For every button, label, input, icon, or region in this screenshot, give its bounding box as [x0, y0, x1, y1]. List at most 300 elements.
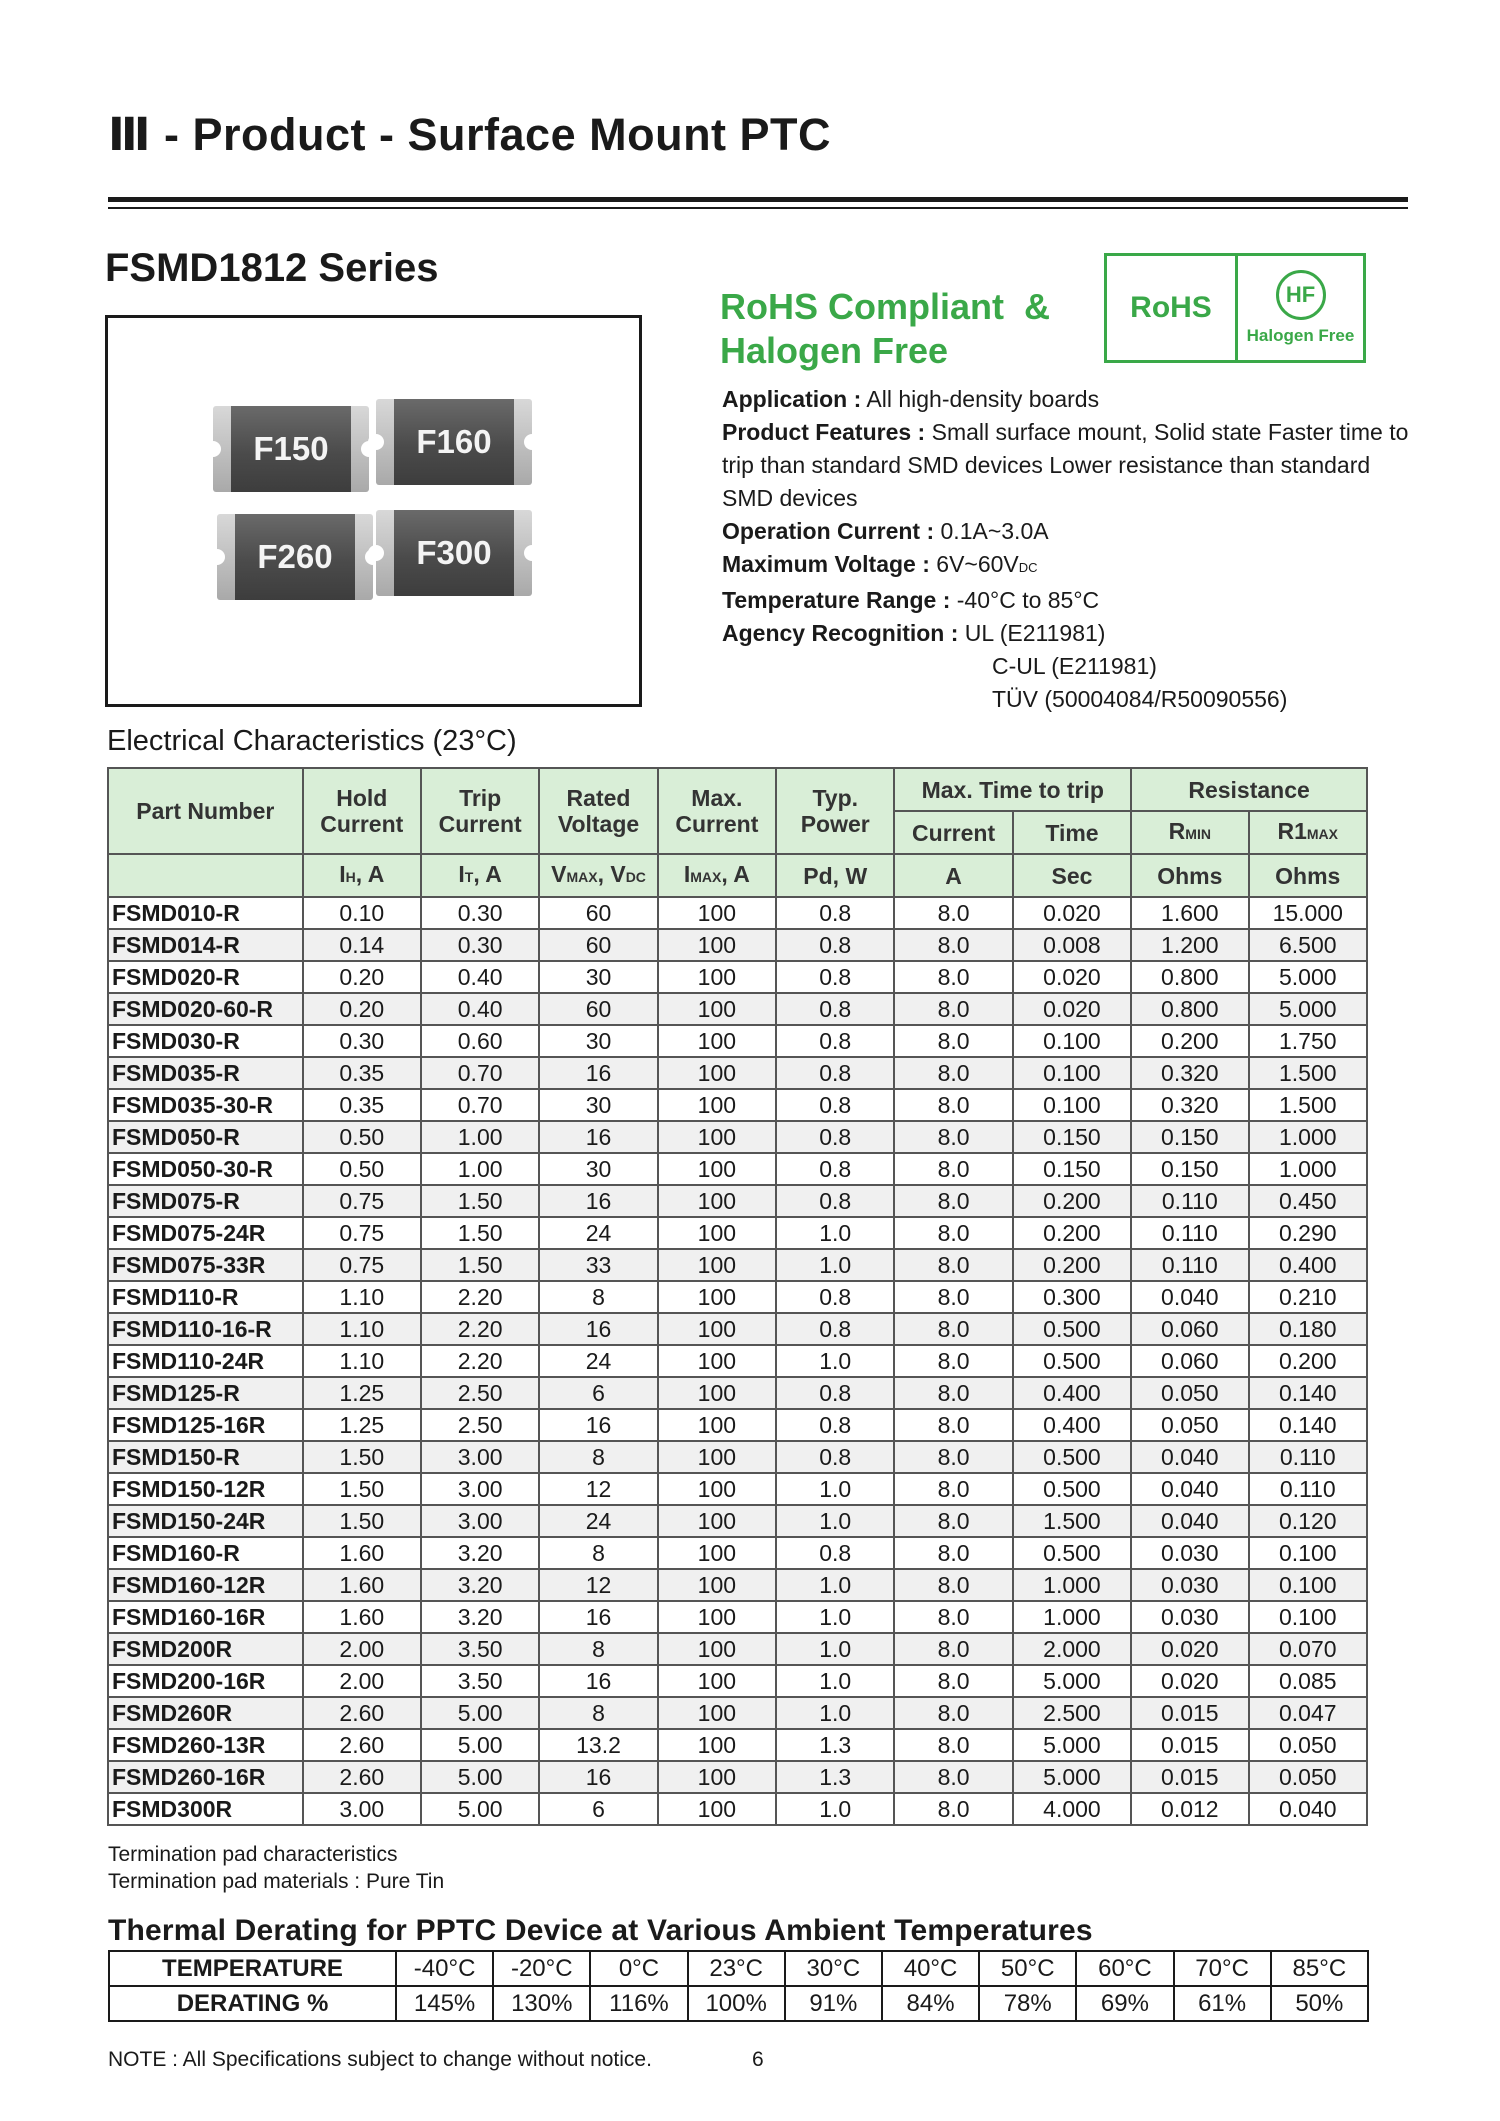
table-cell: 0.047: [1249, 1697, 1368, 1729]
table-row: [108, 993, 1367, 1025]
part-number-cell: FSMD075-33R: [108, 1249, 303, 1281]
table-row: [108, 1377, 1367, 1409]
rohs-heading: [720, 285, 1050, 373]
header-time: Time: [1013, 811, 1131, 854]
table-row: [108, 1729, 1367, 1761]
table-cell: 0.8: [776, 1537, 894, 1569]
temperature-cell: -40°C: [396, 1951, 493, 1986]
table-cell: 2.20: [421, 1345, 539, 1377]
table-cell: 8.0: [894, 1409, 1012, 1441]
header-part-number: Part Number: [108, 768, 303, 854]
table-cell: 3.00: [421, 1473, 539, 1505]
rohs-logo: RoHS: [1107, 256, 1238, 360]
table-cell: 30: [539, 1089, 657, 1121]
table-cell: 8.0: [894, 1441, 1012, 1473]
table-row: [108, 1569, 1367, 1601]
table-cell: 1.60: [303, 1569, 421, 1601]
table-cell: 0.500: [1013, 1313, 1131, 1345]
table-cell: 0.110: [1131, 1249, 1248, 1281]
thermal-derating-table: [108, 1950, 1369, 2022]
table-cell: 0.100: [1249, 1601, 1368, 1633]
table-cell: 1.00: [421, 1121, 539, 1153]
table-cell: 0.200: [1013, 1249, 1131, 1281]
derating-cell: 116%: [590, 1986, 687, 2021]
table-cell: 2.60: [303, 1697, 421, 1729]
spec-agency: Agency Recognition : UL (E211981): [722, 620, 1106, 646]
unit-part-number: [108, 854, 303, 897]
table-row: [108, 1057, 1367, 1089]
table-cell: 1.500: [1249, 1057, 1368, 1089]
part-number-cell: FSMD125-16R: [108, 1409, 303, 1441]
part-number-cell: FSMD110-24R: [108, 1345, 303, 1377]
derating-label: DERATING %: [109, 1986, 396, 2021]
header-rated-voltage: Rated Voltage: [539, 768, 657, 854]
table-cell: 100: [658, 1569, 776, 1601]
table-row: [108, 1249, 1367, 1281]
table-cell: 1.200: [1131, 929, 1248, 961]
table-cell: 1.0: [776, 1665, 894, 1697]
table-cell: 100: [658, 1633, 776, 1665]
table-cell: 0.50: [303, 1121, 421, 1153]
table-cell: 100: [658, 1249, 776, 1281]
product-photo: [105, 315, 642, 707]
table-cell: 0.14: [303, 929, 421, 961]
table-cell: 1.10: [303, 1345, 421, 1377]
table-cell: 6: [539, 1377, 657, 1409]
table-cell: 3.00: [303, 1793, 421, 1825]
temperature-cell: 70°C: [1174, 1951, 1271, 1986]
page-number: 6: [752, 2048, 764, 2071]
table-cell: 13.2: [539, 1729, 657, 1761]
table-row: [108, 1217, 1367, 1249]
table-cell: 100: [658, 993, 776, 1025]
table-cell: 0.150: [1013, 1121, 1131, 1153]
table-cell: 1.50: [303, 1505, 421, 1537]
table-cell: 100: [658, 1345, 776, 1377]
table-cell: 0.150: [1131, 1153, 1248, 1185]
table-cell: 0.320: [1131, 1057, 1248, 1089]
table-row: [108, 1793, 1367, 1825]
table-cell: 100: [658, 1729, 776, 1761]
table-cell: 0.8: [776, 897, 894, 929]
table-cell: 1.50: [421, 1249, 539, 1281]
table-row: [108, 1473, 1367, 1505]
table-cell: 0.500: [1013, 1537, 1131, 1569]
table-cell: 1.10: [303, 1313, 421, 1345]
table-cell: 24: [539, 1345, 657, 1377]
header-resistance: Resistance: [1131, 768, 1367, 811]
part-number-cell: FSMD075-R: [108, 1185, 303, 1217]
table-cell: 0.100: [1249, 1569, 1368, 1601]
table-row: [108, 1537, 1367, 1569]
table-cell: 8.0: [894, 1761, 1012, 1793]
table-cell: 0.320: [1131, 1089, 1248, 1121]
table-cell: 5.00: [421, 1793, 539, 1825]
table-cell: 8.0: [894, 1793, 1012, 1825]
spec-application: Application : All high-density boards: [722, 386, 1100, 412]
table-cell: 8.0: [894, 1377, 1012, 1409]
table-cell: 1.3: [776, 1729, 894, 1761]
table-cell: 100: [658, 1505, 776, 1537]
table-cell: 16: [539, 1057, 657, 1089]
table-cell: 2.00: [303, 1633, 421, 1665]
part-number-cell: FSMD110-16-R: [108, 1313, 303, 1345]
chip-image: [225, 406, 357, 492]
table-cell: 16: [539, 1665, 657, 1697]
derating-row: [109, 1986, 1368, 2021]
halogen-free-logo: [1238, 256, 1363, 360]
table-row: [108, 1633, 1367, 1665]
table-cell: 0.040: [1249, 1793, 1368, 1825]
table-cell: 12: [539, 1569, 657, 1601]
table-row: [108, 1409, 1367, 1441]
table-cell: 0.050: [1249, 1729, 1368, 1761]
termination-characteristics: Termination pad characteristics: [108, 1843, 398, 1866]
table-cell: 33: [539, 1249, 657, 1281]
table-cell: 0.800: [1131, 993, 1248, 1025]
table-cell: 1.0: [776, 1249, 894, 1281]
table-cell: 0.100: [1249, 1537, 1368, 1569]
table-cell: 8.0: [894, 993, 1012, 1025]
table-cell: 5.000: [1013, 1761, 1131, 1793]
termination-notes: [108, 1841, 444, 1895]
table-cell: 100: [658, 1089, 776, 1121]
table-cell: 0.150: [1131, 1121, 1248, 1153]
table-cell: 2.60: [303, 1729, 421, 1761]
table-row: [108, 1505, 1367, 1537]
table-cell: 100: [658, 1185, 776, 1217]
table-cell: 2.500: [1013, 1697, 1131, 1729]
table-cell: 100: [658, 1761, 776, 1793]
table-cell: 0.120: [1249, 1505, 1368, 1537]
header-max-time-to-trip: Max. Time to trip: [894, 768, 1131, 811]
table-row: [108, 1313, 1367, 1345]
part-number-cell: FSMD260-16R: [108, 1761, 303, 1793]
spec-temperature-range: Temperature Range : -40°C to 85°C: [722, 587, 1100, 613]
table-cell: 0.110: [1131, 1217, 1248, 1249]
table-cell: 5.000: [1013, 1729, 1131, 1761]
table-cell: 0.8: [776, 993, 894, 1025]
table-row: [108, 961, 1367, 993]
temperature-cell: 40°C: [882, 1951, 979, 1986]
table-cell: 8: [539, 1697, 657, 1729]
part-number-cell: FSMD075-24R: [108, 1217, 303, 1249]
temperature-label: TEMPERATURE: [109, 1951, 396, 1986]
table-cell: 8.0: [894, 1153, 1012, 1185]
temperature-cell: 60°C: [1076, 1951, 1173, 1986]
termination-materials: Termination pad materials : Pure Tin: [108, 1870, 445, 1893]
table-cell: 0.40: [421, 993, 539, 1025]
table-cell: 5.00: [421, 1729, 539, 1761]
table-cell: 0.110: [1131, 1185, 1248, 1217]
table-cell: 100: [658, 1441, 776, 1473]
page-title: Ⅲ - Product - Surface Mount PTC: [108, 109, 832, 160]
header-typ-power: Typ. Power: [776, 768, 894, 854]
header-max-current: Max. Current: [658, 768, 776, 854]
table-cell: 0.35: [303, 1089, 421, 1121]
unit-trip-time-sec: Sec: [1013, 854, 1131, 897]
table-row: [108, 1601, 1367, 1633]
table-cell: 1.50: [303, 1441, 421, 1473]
table-cell: 100: [658, 1409, 776, 1441]
table-cell: 0.70: [421, 1057, 539, 1089]
table-cell: 8: [539, 1633, 657, 1665]
hf-icon: HF: [1276, 270, 1326, 320]
table-cell: 0.100: [1013, 1057, 1131, 1089]
derating-cell: 91%: [785, 1986, 882, 2021]
table-cell: 1.10: [303, 1281, 421, 1313]
table-cell: 2.00: [303, 1665, 421, 1697]
header-rule-thick: [108, 197, 1408, 202]
table-cell: 8.0: [894, 1121, 1012, 1153]
part-number-cell: FSMD110-R: [108, 1281, 303, 1313]
table-cell: 24: [539, 1217, 657, 1249]
table-cell: 60: [539, 929, 657, 961]
part-number-cell: FSMD050-R: [108, 1121, 303, 1153]
temperature-cell: 50°C: [979, 1951, 1076, 1986]
table-cell: 0.8: [776, 1281, 894, 1313]
table-cell: 3.00: [421, 1441, 539, 1473]
temperature-cell: 0°C: [590, 1951, 687, 1986]
table-cell: 0.070: [1249, 1633, 1368, 1665]
table-cell: 5.000: [1249, 993, 1368, 1025]
table-cell: 1.25: [303, 1377, 421, 1409]
spec-agency-cul: C-UL (E211981): [992, 653, 1157, 679]
part-number-cell: FSMD014-R: [108, 929, 303, 961]
table-cell: 2.000: [1013, 1633, 1131, 1665]
table-cell: 100: [658, 961, 776, 993]
table-cell: 5.000: [1013, 1665, 1131, 1697]
table-row: [108, 1345, 1367, 1377]
table-cell: 100: [658, 1153, 776, 1185]
table-cell: 30: [539, 1153, 657, 1185]
table-cell: 0.60: [421, 1025, 539, 1057]
table-cell: 0.200: [1013, 1185, 1131, 1217]
table-cell: 6.500: [1249, 929, 1368, 961]
temperature-cell: 23°C: [688, 1951, 785, 1986]
table-cell: 0.040: [1131, 1281, 1248, 1313]
table-cell: 2.60: [303, 1761, 421, 1793]
table-cell: 1.500: [1013, 1505, 1131, 1537]
table-cell: 8: [539, 1281, 657, 1313]
table-row: [108, 1281, 1367, 1313]
table-row: [108, 1697, 1367, 1729]
table-cell: 0.8: [776, 1121, 894, 1153]
table-cell: 0.020: [1131, 1665, 1248, 1697]
table-cell: 0.085: [1249, 1665, 1368, 1697]
table-cell: 0.020: [1013, 961, 1131, 993]
table-cell: 100: [658, 1473, 776, 1505]
product-specs: [722, 383, 1422, 716]
table-cell: 1.000: [1013, 1569, 1131, 1601]
unit-trip-current-a: A: [894, 854, 1012, 897]
table-cell: 8.0: [894, 1089, 1012, 1121]
table-cell: 0.500: [1013, 1473, 1131, 1505]
table-cell: 1.000: [1249, 1121, 1368, 1153]
table-cell: 0.040: [1131, 1505, 1248, 1537]
part-number-cell: FSMD020-R: [108, 961, 303, 993]
table-cell: 0.140: [1249, 1377, 1368, 1409]
table-cell: 100: [658, 1697, 776, 1729]
table-cell: 3.50: [421, 1633, 539, 1665]
part-number-cell: FSMD150-12R: [108, 1473, 303, 1505]
table-cell: 8.0: [894, 897, 1012, 929]
table-cell: 0.015: [1131, 1761, 1248, 1793]
unit-trip-current: IT, A: [421, 854, 539, 897]
table-cell: 2.50: [421, 1409, 539, 1441]
part-number-cell: FSMD035-R: [108, 1057, 303, 1089]
chip-label: F300: [416, 534, 492, 571]
table-row: [108, 1121, 1367, 1153]
part-number-cell: FSMD300R: [108, 1793, 303, 1825]
part-number-cell: FSMD020-60-R: [108, 993, 303, 1025]
thermal-derating-title: Thermal Derating for PPTC Device at Various Ambient Temperatures: [108, 1914, 1093, 1947]
table-cell: 8.0: [894, 1473, 1012, 1505]
spec-max-voltage: Maximum Voltage : 6V~60VDC: [722, 551, 1038, 577]
part-number-cell: FSMD030-R: [108, 1025, 303, 1057]
table-cell: 1.0: [776, 1345, 894, 1377]
table-cell: 5.000: [1249, 961, 1368, 993]
table-cell: 0.70: [421, 1089, 539, 1121]
table-cell: 100: [658, 1217, 776, 1249]
table-cell: 0.020: [1013, 993, 1131, 1025]
table-cell: 0.290: [1249, 1217, 1368, 1249]
table-cell: 0.400: [1013, 1377, 1131, 1409]
table-cell: 8.0: [894, 929, 1012, 961]
table-cell: 0.030: [1131, 1601, 1248, 1633]
table-cell: 8.0: [894, 1249, 1012, 1281]
derating-cell: 78%: [979, 1986, 1076, 2021]
table-row: [108, 1153, 1367, 1185]
table-cell: 2.50: [421, 1377, 539, 1409]
table-cell: 3.20: [421, 1569, 539, 1601]
table-cell: 1.50: [421, 1185, 539, 1217]
table-cell: 8.0: [894, 1313, 1012, 1345]
temperature-cell: 30°C: [785, 1951, 882, 1986]
derating-cell: 69%: [1076, 1986, 1173, 2021]
table-cell: 1.000: [1249, 1153, 1368, 1185]
table-cell: 0.200: [1013, 1217, 1131, 1249]
table-cell: 0.110: [1249, 1441, 1368, 1473]
table-cell: 0.180: [1249, 1313, 1368, 1345]
table-cell: 60: [539, 897, 657, 929]
table-cell: 0.40: [421, 961, 539, 993]
unit-rated-voltage: VMAX, VDC: [539, 854, 657, 897]
header-rule-thin: [108, 207, 1408, 209]
spec-operation-current: Operation Current : 0.1A~3.0A: [722, 518, 1049, 544]
table-row: [108, 1185, 1367, 1217]
header-trip-current: Trip Current: [421, 768, 539, 854]
table-cell: 0.050: [1249, 1761, 1368, 1793]
table-cell: 3.20: [421, 1537, 539, 1569]
chip-label: F150: [253, 430, 329, 467]
derating-cell: 50%: [1271, 1986, 1368, 2021]
table-cell: 0.8: [776, 1185, 894, 1217]
table-cell: 1.0: [776, 1569, 894, 1601]
part-number-cell: FSMD050-30-R: [108, 1153, 303, 1185]
table-cell: 1.00: [421, 1153, 539, 1185]
table-cell: 8.0: [894, 1281, 1012, 1313]
spec-features: Product Features : Small surface mount, Solid state Faster time to trip than standard SMD devices Lower resistance than standard SMD devices: [722, 419, 1409, 511]
table-cell: 1.500: [1249, 1089, 1368, 1121]
table-cell: 1.0: [776, 1697, 894, 1729]
table-cell: 8.0: [894, 1025, 1012, 1057]
table-cell: 0.060: [1131, 1345, 1248, 1377]
table-cell: 8.0: [894, 1569, 1012, 1601]
table-cell: 8: [539, 1441, 657, 1473]
table-cell: 8: [539, 1537, 657, 1569]
table-cell: 15.000: [1249, 897, 1368, 929]
table-cell: 100: [658, 929, 776, 961]
series-title: FSMD1812 Series: [105, 246, 439, 290]
table-cell: 1.60: [303, 1601, 421, 1633]
table-cell: 0.200: [1131, 1025, 1248, 1057]
table-row: [108, 929, 1367, 961]
table-cell: 5.00: [421, 1761, 539, 1793]
table-cell: 3.20: [421, 1601, 539, 1633]
table-cell: 2.20: [421, 1313, 539, 1345]
table-cell: 8.0: [894, 1601, 1012, 1633]
table-cell: 0.020: [1013, 897, 1131, 929]
table-cell: 100: [658, 1665, 776, 1697]
table-cell: 1.000: [1013, 1601, 1131, 1633]
table-cell: 1.3: [776, 1761, 894, 1793]
electrical-table-body: [108, 897, 1367, 1825]
table-cell: 0.300: [1013, 1281, 1131, 1313]
table-cell: 1.0: [776, 1217, 894, 1249]
table-cell: 0.040: [1131, 1441, 1248, 1473]
unit-r1max-ohms: Ohms: [1249, 854, 1368, 897]
table-cell: 8.0: [894, 1505, 1012, 1537]
table-row: [108, 1441, 1367, 1473]
table-cell: 8.0: [894, 1537, 1012, 1569]
chip-label: F160: [416, 423, 492, 460]
chip-image: [229, 514, 361, 600]
table-cell: 0.75: [303, 1185, 421, 1217]
table-cell: 1.50: [303, 1473, 421, 1505]
table-cell: 3.50: [421, 1665, 539, 1697]
table-cell: 16: [539, 1121, 657, 1153]
table-cell: 8.0: [894, 1057, 1012, 1089]
chip-image: [388, 399, 520, 485]
rohs-heading-line: Halogen Free: [720, 330, 949, 371]
table-cell: 100: [658, 1537, 776, 1569]
table-cell: 0.8: [776, 1409, 894, 1441]
table-cell: 1.50: [421, 1217, 539, 1249]
derating-cell: 61%: [1174, 1986, 1271, 2021]
table-cell: 0.040: [1131, 1473, 1248, 1505]
table-cell: 100: [658, 1057, 776, 1089]
table-cell: 0.8: [776, 961, 894, 993]
table-row: [108, 1089, 1367, 1121]
table-cell: 0.500: [1013, 1441, 1131, 1473]
table-cell: 16: [539, 1601, 657, 1633]
table-cell: 100: [658, 1377, 776, 1409]
table-cell: 100: [658, 897, 776, 929]
chip-label: F260: [257, 538, 333, 575]
table-cell: 0.30: [303, 1025, 421, 1057]
derating-cell: 84%: [882, 1986, 979, 2021]
table-cell: 1.750: [1249, 1025, 1368, 1057]
table-cell: 8.0: [894, 1345, 1012, 1377]
derating-cell: 100%: [688, 1986, 785, 2021]
table-cell: 8.0: [894, 1633, 1012, 1665]
table-cell: 0.8: [776, 1441, 894, 1473]
derating-cell: 145%: [396, 1986, 493, 2021]
unit-rmin-ohms: Ohms: [1131, 854, 1248, 897]
table-cell: 30: [539, 1025, 657, 1057]
halogen-free-caption: Halogen Free: [1246, 326, 1355, 345]
